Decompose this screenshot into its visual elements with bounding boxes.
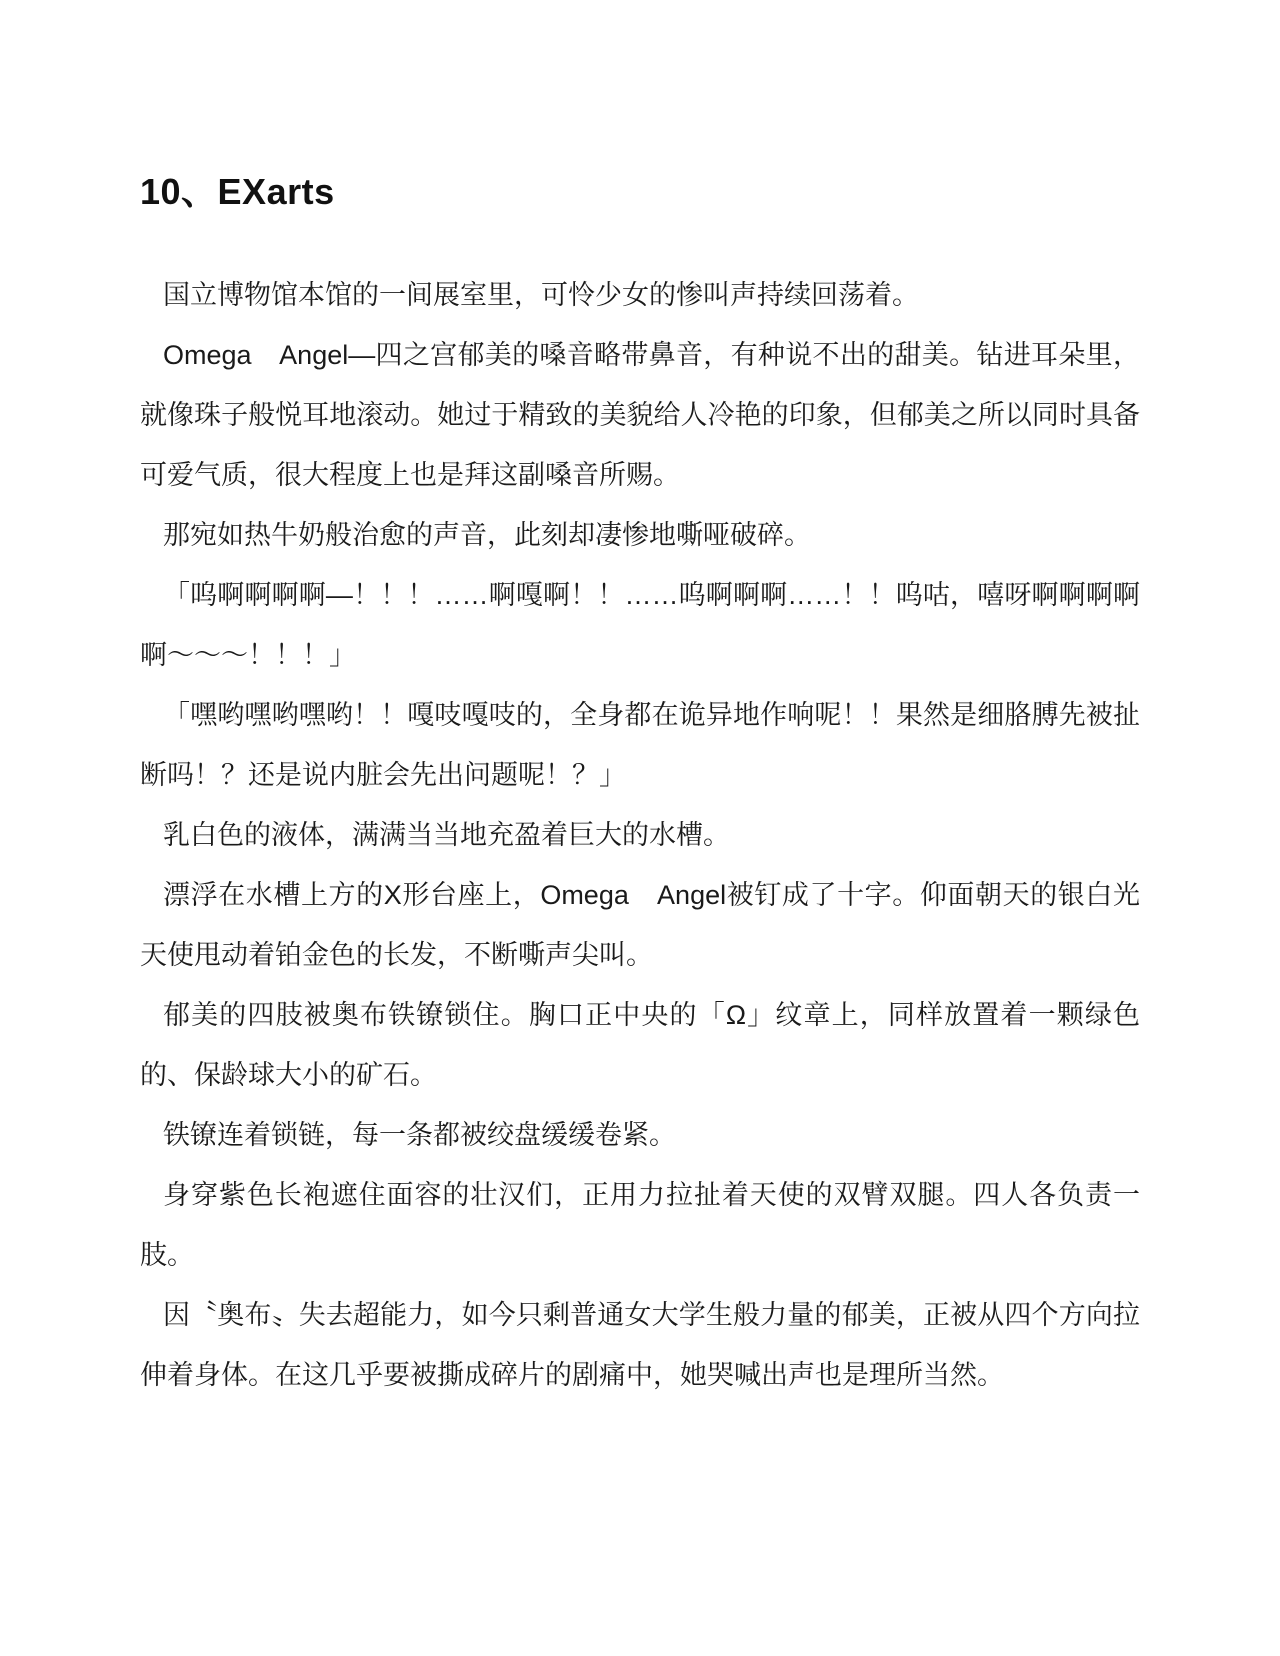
paragraph: 身穿紫色长袍遮住面容的壮汉们，正用力拉扯着天使的双臂双腿。四人各负责一肢。 bbox=[140, 1180, 1140, 1270]
paragraph: 乳白色的液体，满满当当地充盈着巨大的水槽。 bbox=[163, 820, 730, 850]
paragraph: 漂浮在水槽上方的X形台座上，Omega Angel被钉成了十字。仰面朝天的银白光天使甩动着铂金色的长发，不断嘶声尖叫。 bbox=[140, 880, 1140, 970]
paragraph: 郁美的四肢被奥布铁镣锁住。胸口正中央的「Ω」纹章上，同样放置着一颗绿色的、保龄球大小的矿石。 bbox=[140, 1000, 1140, 1090]
paragraph: Omega Angel—四之宫郁美的嗓音略带鼻音，有种说不出的甜美。钻进耳朵里，就像珠子般悦耳地滚动。她过于精致的美貌给人冷艳的印象，但郁美之所以同时具备可爱气质，很大程度上也是拜这副嗓音所赐。 bbox=[140, 340, 1140, 490]
paragraph: 「呜啊啊啊啊—！！！……啊嘎啊！！……呜啊啊啊……！！呜咕，嘻呀啊啊啊啊啊～～～！！！」 bbox=[140, 580, 1140, 670]
chapter-title: 10、EXarts bbox=[140, 171, 335, 212]
paragraph: 「嘿哟嘿哟嘿哟！！嘎吱嘎吱的，全身都在诡异地作响呢！！果然是细胳膊先被扯断吗！？还是说内脏会先出问题呢！？」 bbox=[140, 700, 1140, 790]
paragraph: 因〝奥布〟失去超能力，如今只剩普通女大学生般力量的郁美，正被从四个方向拉伸着身体。在这几乎要被撕成碎片的剧痛中，她哭喊出声也是理所当然。 bbox=[140, 1300, 1140, 1390]
paragraph: 国立博物馆本馆的一间展室里，可怜少女的惨叫声持续回荡着。 bbox=[163, 280, 919, 310]
paragraph: 铁镣连着锁链，每一条都被绞盘缓缓卷紧。 bbox=[163, 1120, 676, 1150]
paragraph: 那宛如热牛奶般治愈的声音，此刻却凄惨地嘶哑破碎。 bbox=[163, 520, 811, 550]
